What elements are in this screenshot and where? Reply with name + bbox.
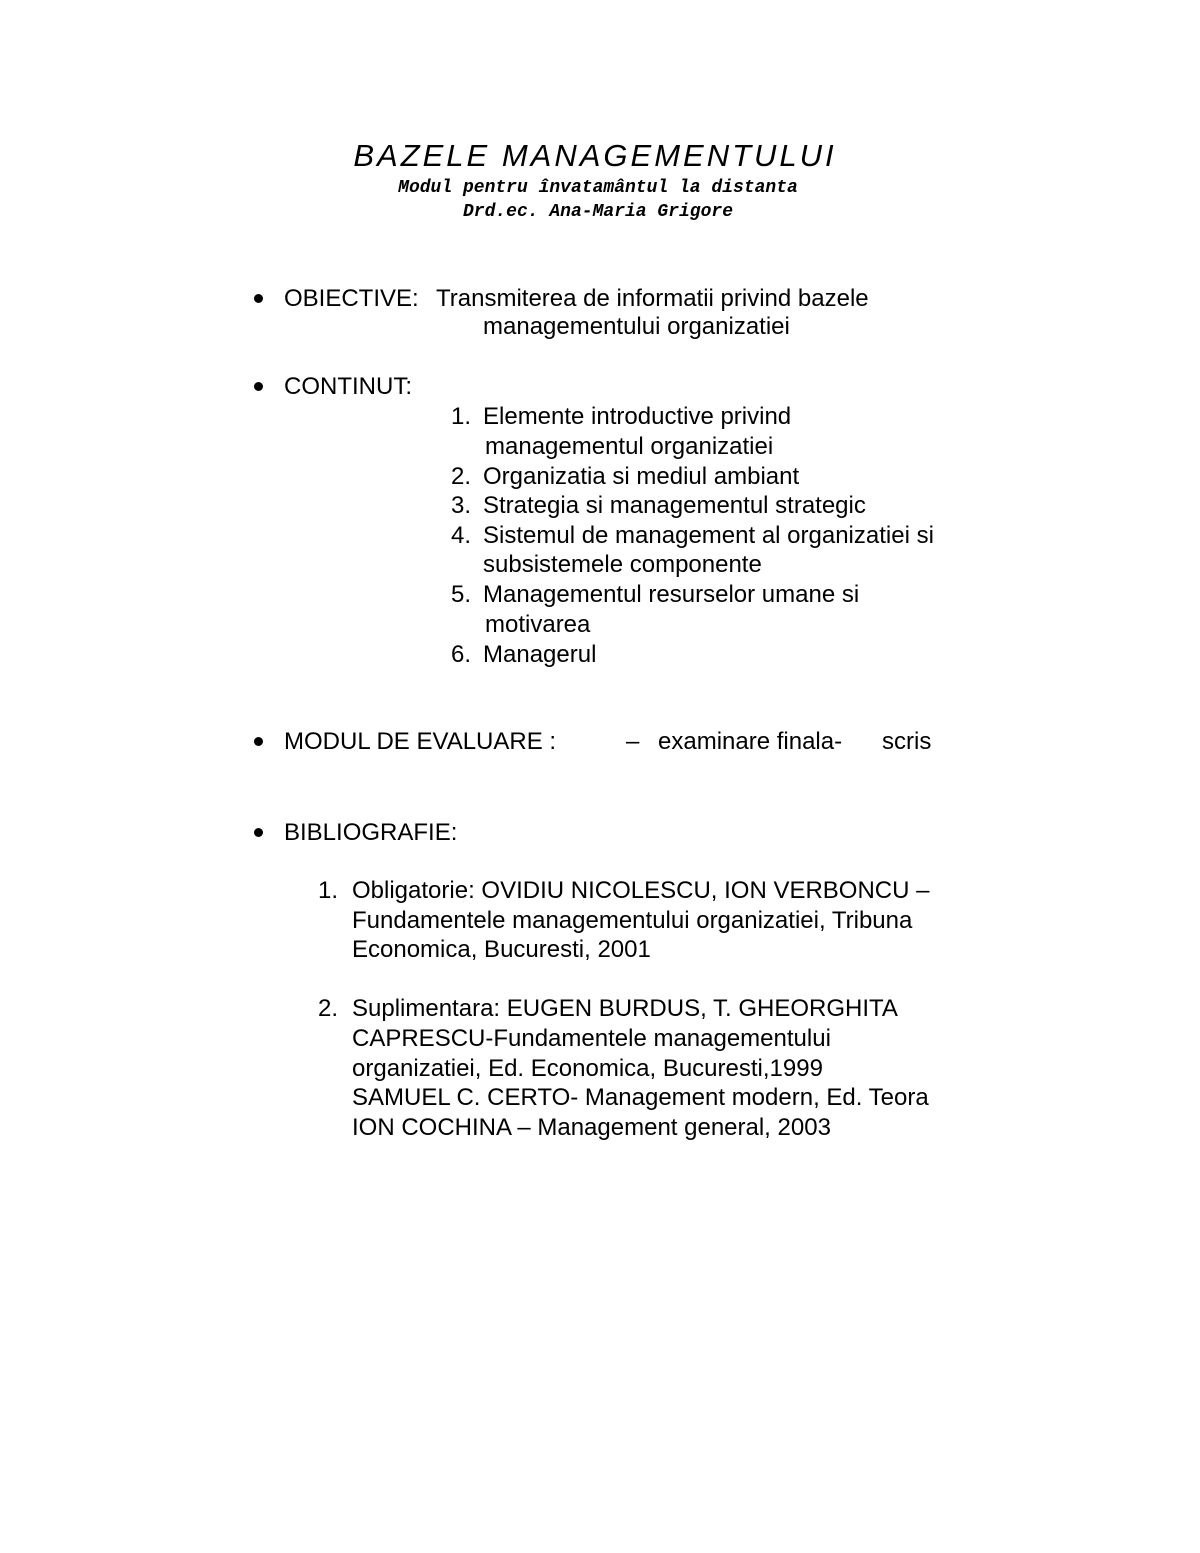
objective-text-line1: Transmiterea de informatii privind bazele [436, 285, 869, 312]
content-item-num: 4. [451, 522, 472, 549]
document-author: Drd.ec. Ana-Maria Grigore [462, 202, 734, 222]
bibliography-item-text: SAMUEL C. CERTO- Management modern, Ed. Teora [352, 1084, 929, 1111]
content-item-text: Sistemul de management al organizatiei si [483, 522, 934, 549]
content-item-text: Elemente introductive privind [483, 403, 792, 430]
objective-text-line2: managementului organizatiei [483, 313, 790, 340]
bibliography-item-text: Obligatorie: OVIDIU NICOLESCU, ION VERBONCU – [352, 877, 930, 904]
content-item-num: 3. [451, 492, 472, 519]
evaluation-method: scris [882, 728, 932, 755]
bullet-objective [254, 294, 263, 303]
bibliography-item-text: Fundamentele managementului organizatiei, Tribuna [352, 907, 913, 934]
bibliography-item-text: CAPRESCU-Fundamentele managementului [352, 1025, 831, 1052]
document-title: BAZELE MANAGEMENTULUI [353, 138, 837, 173]
bullet-content [254, 382, 263, 391]
content-item-num: 6. [451, 641, 472, 668]
content-label: CONTINUT: [284, 373, 412, 400]
evaluation-text: examinare finala- [658, 728, 843, 755]
content-item-num: 5. [451, 581, 472, 608]
objective-label: OBIECTIVE: [284, 285, 419, 312]
document-subtitle: Modul pentru învatamântul la distanta [398, 178, 798, 198]
bibliography-item-num: 1. [318, 877, 339, 904]
content-item-num: 2. [451, 463, 472, 490]
bullet-bibliography [254, 828, 263, 837]
bibliography-item-num: 2. [318, 995, 339, 1022]
content-item-text: Managementul resurselor umane si [483, 581, 860, 608]
evaluation-label: MODUL DE EVALUARE : [284, 728, 557, 755]
evaluation-dash: – [626, 728, 640, 755]
content-item-text: motivarea [485, 611, 591, 638]
content-item-text: managementul organizatiei [485, 433, 774, 460]
content-item-text: Strategia si managementul strategic [483, 492, 866, 519]
content-item-text: subsistemele componente [483, 551, 762, 578]
bibliography-label: BIBLIOGRAFIE: [284, 819, 458, 846]
content-item-text: Managerul [483, 641, 597, 668]
bibliography-item-text: ION COCHINA – Management general, 2003 [352, 1114, 831, 1141]
content-item-text: Organizatia si mediul ambiant [483, 463, 800, 490]
bibliography-item-text: Suplimentara: EUGEN BURDUS, T. GHEORGHITA [352, 995, 898, 1022]
bibliography-item-text: organizatiei, Ed. Economica, Bucuresti,1999 [352, 1055, 823, 1082]
bibliography-item-text: Economica, Bucuresti, 2001 [352, 936, 651, 963]
bullet-evaluation [254, 737, 263, 746]
content-item-num: 1. [451, 403, 472, 430]
